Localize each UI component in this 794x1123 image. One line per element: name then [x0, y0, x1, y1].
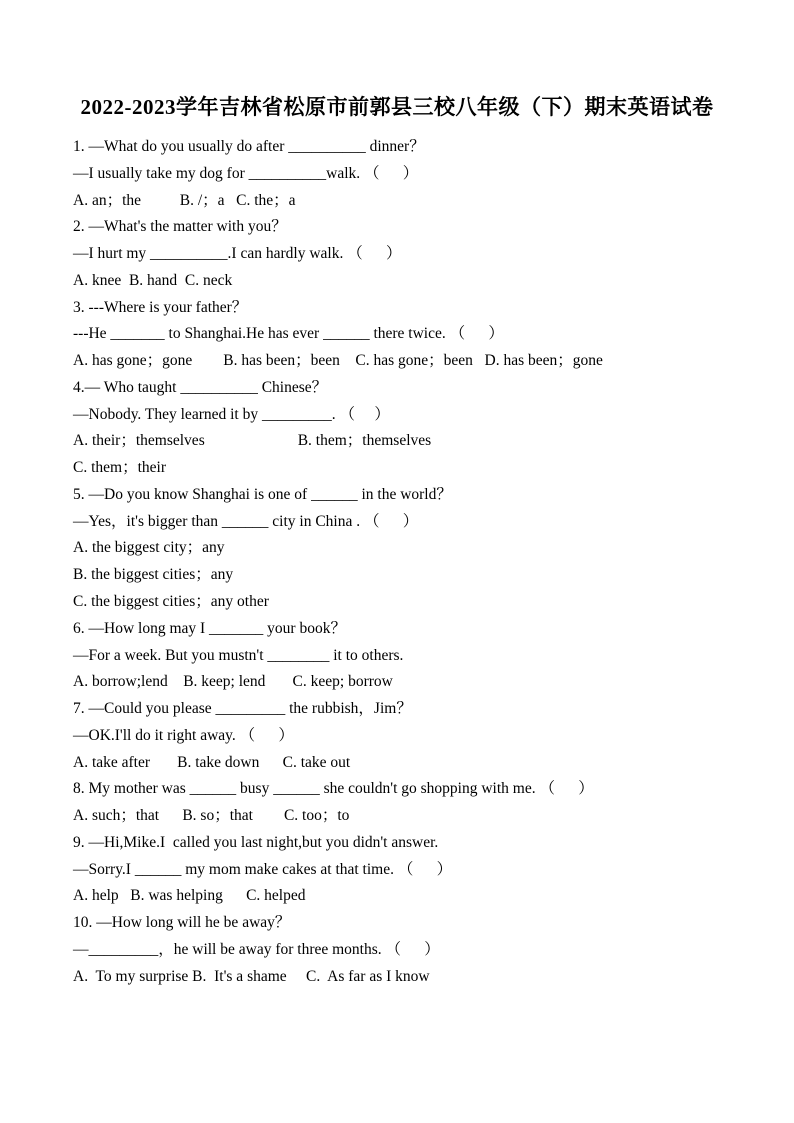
question-3-stem: 3. ---Where is your father？ [73, 298, 248, 316]
question-5-option-a: A. the biggest city；any [73, 539, 225, 557]
question-4-option-c: C. them；their [73, 459, 166, 477]
question-2-stem: 2. —What's the matter with you？ [73, 218, 287, 236]
question-2-options: A. knee B. hand C. neck [73, 271, 233, 289]
question-1-stem: 1. —What do you usually do after __________ dinner？ [73, 138, 425, 155]
question-7-stem: 7. —Could you please _________ the rubbish，Jim？ [73, 700, 412, 718]
question-6-stem: 6. —How long may I _______ your book？ [73, 619, 346, 637]
question-3-options: A. has gone；gone B. has been；been C. has gone；been D. has been；gone [73, 352, 603, 370]
question-7-options: A. take after B. take down C. take out [73, 753, 351, 771]
question-8-stem: 8. My mother was ______ busy ______ she couldn't go shopping with me. （ ） [73, 780, 594, 798]
exam-title: 2022-2023学年吉林省松原市前郭县三校八年级（下）期末英语试卷 [80, 95, 714, 119]
question-1-options: A. an；the B. /；a C. the；a [73, 191, 296, 209]
question-1-response: —I usually take my dog for __________walk. （ ） [73, 164, 419, 182]
question-6-options: A. borrow;lend B. keep; lend C. keep; borrow [73, 673, 393, 691]
question-5-response: —Yes，it's bigger than ______ city in China . （ ） [73, 512, 419, 530]
question-10-stem: 10. —How long will he be away？ [73, 914, 291, 932]
question-5-stem: 5. —Do you know Shanghai is one of ______ in the world？ [73, 485, 452, 503]
exam-body [73, 134, 743, 991]
question-5-option-c: C. the biggest cities；any other [73, 593, 269, 611]
question-9-stem: 9. —Hi,Mike.I called you last night,but you didn't answer. [73, 833, 439, 851]
question-7-response: —OK.I'll do it right away. （ ） [73, 726, 294, 744]
question-3-response: ---He _______ to Shanghai.He has ever ______ there twice. （ ） [73, 325, 504, 343]
question-9-options: A. help B. was helping C. helped [73, 887, 306, 905]
question-10-options: A. To my surprise B. It's a shame C. As far as I know [73, 967, 430, 985]
question-4-options-ab: A. their；themselves B. them；themselves [73, 432, 432, 450]
question-2-response: —I hurt my __________.I can hardly walk. （ ） [73, 245, 402, 263]
question-10-response: —_________，he will be away for three months. （ ） [73, 940, 440, 958]
question-8-options: A. such；that B. so；that C. too；to [73, 807, 350, 825]
question-9-response: —Sorry.I ______ my mom make cakes at that time. （ ） [73, 860, 453, 878]
question-4-response: —Nobody. They learned it by _________. （ ） [73, 405, 390, 423]
question-5-option-b: B. the biggest cities；any [73, 566, 234, 584]
question-6-response: —For a week. But you mustn't ________ it to others. [73, 646, 404, 664]
question-4-stem: 4.— Who taught __________ Chinese？ [73, 378, 328, 396]
